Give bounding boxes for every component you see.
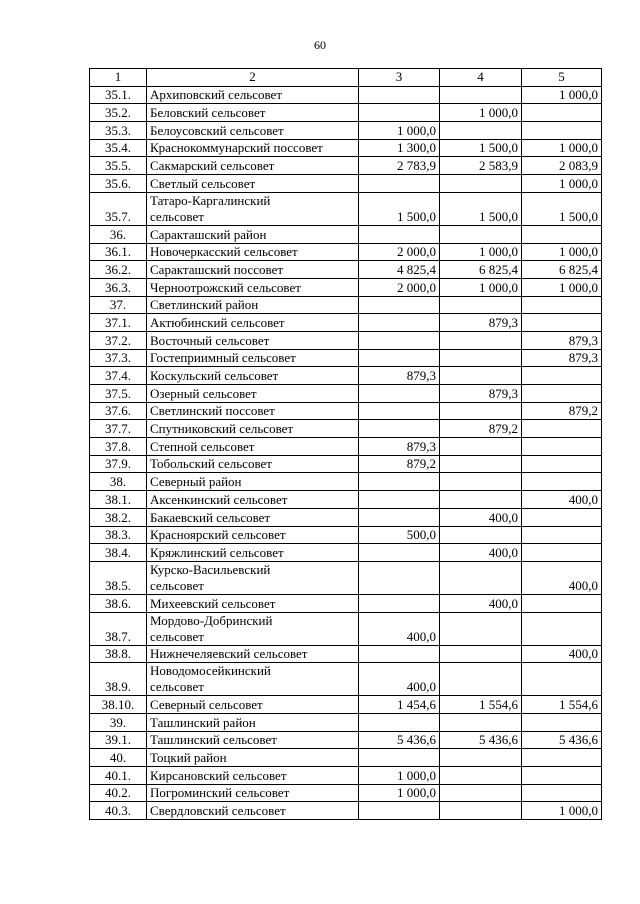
value-cell: 1 300,0 bbox=[359, 139, 440, 157]
value-cell bbox=[440, 296, 522, 314]
table-row bbox=[90, 261, 602, 279]
table-row bbox=[90, 696, 602, 714]
table-row bbox=[90, 225, 602, 243]
value-cell: 400,0 bbox=[522, 645, 602, 663]
value-cell: 1 500,0 bbox=[522, 192, 602, 225]
row-number: 37.6. bbox=[90, 402, 147, 420]
value-cell bbox=[359, 473, 440, 491]
value-cell bbox=[359, 713, 440, 731]
allocation-table bbox=[89, 68, 602, 820]
value-cell: 2 083,9 bbox=[522, 157, 602, 175]
municipality-name: Татаро-Каргалинский сельсовет bbox=[147, 192, 359, 225]
row-number: 40.1. bbox=[90, 767, 147, 785]
value-cell bbox=[440, 225, 522, 243]
value-cell bbox=[522, 122, 602, 140]
table-row bbox=[90, 663, 602, 696]
value-cell bbox=[440, 767, 522, 785]
municipality-name: Бакаевский сельсовет bbox=[147, 508, 359, 526]
value-cell bbox=[522, 784, 602, 802]
value-cell bbox=[359, 314, 440, 332]
row-number: 35.1. bbox=[90, 86, 147, 104]
municipality-name: Северный район bbox=[147, 473, 359, 491]
table-row bbox=[90, 349, 602, 367]
row-number: 37. bbox=[90, 296, 147, 314]
value-cell: 879,3 bbox=[440, 314, 522, 332]
value-cell bbox=[522, 663, 602, 696]
row-number: 36.1. bbox=[90, 243, 147, 261]
value-cell: 5 436,6 bbox=[359, 731, 440, 749]
value-cell bbox=[440, 491, 522, 509]
table-row bbox=[90, 420, 602, 438]
value-cell bbox=[522, 767, 602, 785]
value-cell bbox=[440, 612, 522, 645]
table-row bbox=[90, 544, 602, 562]
value-cell bbox=[522, 314, 602, 332]
value-cell bbox=[440, 713, 522, 731]
value-cell bbox=[440, 122, 522, 140]
value-cell bbox=[522, 713, 602, 731]
value-cell: 2 000,0 bbox=[359, 278, 440, 296]
value-cell bbox=[522, 455, 602, 473]
row-number: 40.3. bbox=[90, 802, 147, 820]
value-cell bbox=[359, 402, 440, 420]
table-row bbox=[90, 508, 602, 526]
municipality-name: Степной сельсовет bbox=[147, 438, 359, 456]
table-row bbox=[90, 473, 602, 491]
table-row bbox=[90, 594, 602, 612]
table-row bbox=[90, 243, 602, 261]
value-cell: 1 000,0 bbox=[440, 243, 522, 261]
row-number: 36. bbox=[90, 225, 147, 243]
value-cell bbox=[522, 526, 602, 544]
table-row bbox=[90, 802, 602, 820]
value-cell bbox=[359, 331, 440, 349]
value-cell: 879,3 bbox=[522, 331, 602, 349]
value-cell bbox=[440, 802, 522, 820]
municipality-name: Коскульский сельсовет bbox=[147, 367, 359, 385]
municipality-name: Восточный сельсовет bbox=[147, 331, 359, 349]
row-number: 38.9. bbox=[90, 663, 147, 696]
value-cell bbox=[440, 749, 522, 767]
value-cell: 400,0 bbox=[440, 594, 522, 612]
value-cell bbox=[359, 491, 440, 509]
row-number: 36.3. bbox=[90, 278, 147, 296]
value-cell bbox=[440, 455, 522, 473]
row-number: 37.3. bbox=[90, 349, 147, 367]
table-row bbox=[90, 784, 602, 802]
value-cell bbox=[522, 438, 602, 456]
value-cell bbox=[440, 526, 522, 544]
value-cell: 1 000,0 bbox=[522, 175, 602, 193]
value-cell bbox=[522, 594, 602, 612]
table-row bbox=[90, 296, 602, 314]
value-cell: 400,0 bbox=[440, 544, 522, 562]
value-cell bbox=[359, 225, 440, 243]
column-header: 4 bbox=[440, 69, 522, 87]
value-cell bbox=[359, 594, 440, 612]
value-cell bbox=[522, 420, 602, 438]
row-number: 40.2. bbox=[90, 784, 147, 802]
municipality-name: Саракташский поссовет bbox=[147, 261, 359, 279]
value-cell: 879,3 bbox=[359, 367, 440, 385]
value-cell bbox=[440, 367, 522, 385]
value-cell bbox=[359, 749, 440, 767]
table-row bbox=[90, 713, 602, 731]
value-cell: 1 500,0 bbox=[440, 139, 522, 157]
row-number: 35.7. bbox=[90, 192, 147, 225]
municipality-name: Кряжлинский сельсовет bbox=[147, 544, 359, 562]
table-row bbox=[90, 192, 602, 225]
table-row bbox=[90, 612, 602, 645]
value-cell bbox=[359, 645, 440, 663]
value-cell: 400,0 bbox=[522, 561, 602, 594]
value-cell bbox=[359, 296, 440, 314]
value-cell bbox=[359, 420, 440, 438]
value-cell bbox=[359, 508, 440, 526]
table-row bbox=[90, 314, 602, 332]
municipality-name: Михеевский сельсовет bbox=[147, 594, 359, 612]
municipality-name: Светлинский район bbox=[147, 296, 359, 314]
table-row bbox=[90, 139, 602, 157]
municipality-name: Краснокоммунарский поссовет bbox=[147, 139, 359, 157]
column-header: 1 bbox=[90, 69, 147, 87]
value-cell: 2 783,9 bbox=[359, 157, 440, 175]
row-number: 39. bbox=[90, 713, 147, 731]
value-cell bbox=[522, 104, 602, 122]
value-cell: 1 554,6 bbox=[440, 696, 522, 714]
value-cell bbox=[440, 438, 522, 456]
value-cell bbox=[440, 473, 522, 491]
value-cell: 2 583,9 bbox=[440, 157, 522, 175]
value-cell: 2 000,0 bbox=[359, 243, 440, 261]
table-row bbox=[90, 731, 602, 749]
table-row bbox=[90, 438, 602, 456]
municipality-name: Светлинский поссовет bbox=[147, 402, 359, 420]
value-cell bbox=[359, 385, 440, 403]
row-number: 35.5. bbox=[90, 157, 147, 175]
value-cell bbox=[359, 544, 440, 562]
municipality-name: Саракташский район bbox=[147, 225, 359, 243]
municipality-name: Кирсановский сельсовет bbox=[147, 767, 359, 785]
row-number: 37.9. bbox=[90, 455, 147, 473]
table-row bbox=[90, 645, 602, 663]
municipality-name: Нижнечеляевский сельсовет bbox=[147, 645, 359, 663]
row-number: 37.5. bbox=[90, 385, 147, 403]
row-number: 38.4. bbox=[90, 544, 147, 562]
municipality-name: Мордово-Добринский сельсовет bbox=[147, 612, 359, 645]
value-cell: 4 825,4 bbox=[359, 261, 440, 279]
value-cell bbox=[522, 508, 602, 526]
table-row bbox=[90, 385, 602, 403]
value-cell: 6 825,4 bbox=[440, 261, 522, 279]
value-cell bbox=[359, 349, 440, 367]
column-header: 2 bbox=[147, 69, 359, 87]
value-cell bbox=[440, 86, 522, 104]
municipality-name: Погроминский сельсовет bbox=[147, 784, 359, 802]
municipality-name: Черноотрожский сельсовет bbox=[147, 278, 359, 296]
table-row bbox=[90, 331, 602, 349]
table-row bbox=[90, 175, 602, 193]
value-cell: 1 000,0 bbox=[522, 86, 602, 104]
value-cell bbox=[359, 86, 440, 104]
table-body bbox=[90, 86, 602, 819]
municipality-name: Курско-Васильевский сельсовет bbox=[147, 561, 359, 594]
value-cell: 5 436,6 bbox=[440, 731, 522, 749]
value-cell: 1 000,0 bbox=[522, 243, 602, 261]
row-number: 37.4. bbox=[90, 367, 147, 385]
table-header-row bbox=[90, 69, 602, 87]
value-cell: 400,0 bbox=[359, 612, 440, 645]
value-cell: 1 500,0 bbox=[440, 192, 522, 225]
table-row bbox=[90, 561, 602, 594]
row-number: 38.6. bbox=[90, 594, 147, 612]
row-number: 38.5. bbox=[90, 561, 147, 594]
value-cell bbox=[522, 544, 602, 562]
page-number: 60 bbox=[314, 38, 326, 52]
value-cell bbox=[440, 175, 522, 193]
value-cell bbox=[359, 104, 440, 122]
row-number: 38.7. bbox=[90, 612, 147, 645]
row-number: 38.8. bbox=[90, 645, 147, 663]
value-cell bbox=[440, 331, 522, 349]
value-cell bbox=[359, 175, 440, 193]
value-cell bbox=[440, 663, 522, 696]
municipality-name: Беловский сельсовет bbox=[147, 104, 359, 122]
value-cell bbox=[359, 802, 440, 820]
table-row bbox=[90, 157, 602, 175]
value-cell: 1 000,0 bbox=[440, 104, 522, 122]
municipality-name: Ташлинский сельсовет bbox=[147, 731, 359, 749]
value-cell: 879,2 bbox=[522, 402, 602, 420]
municipality-name: Тоцкий район bbox=[147, 749, 359, 767]
value-cell: 1 000,0 bbox=[359, 784, 440, 802]
row-number: 36.2. bbox=[90, 261, 147, 279]
row-number: 38.2. bbox=[90, 508, 147, 526]
value-cell: 1 000,0 bbox=[359, 767, 440, 785]
municipality-name: Актюбинский сельсовет bbox=[147, 314, 359, 332]
row-number: 35.6. bbox=[90, 175, 147, 193]
row-number: 39.1. bbox=[90, 731, 147, 749]
value-cell: 879,2 bbox=[440, 420, 522, 438]
value-cell bbox=[522, 385, 602, 403]
value-cell bbox=[522, 473, 602, 491]
value-cell: 879,3 bbox=[359, 438, 440, 456]
value-cell: 500,0 bbox=[359, 526, 440, 544]
table-row bbox=[90, 491, 602, 509]
row-number: 37.8. bbox=[90, 438, 147, 456]
table-row bbox=[90, 86, 602, 104]
value-cell bbox=[359, 561, 440, 594]
municipality-name: Гостеприимный сельсовет bbox=[147, 349, 359, 367]
municipality-name: Ташлинский район bbox=[147, 713, 359, 731]
row-number: 40. bbox=[90, 749, 147, 767]
municipality-name: Спутниковский сельсовет bbox=[147, 420, 359, 438]
value-cell: 879,3 bbox=[522, 349, 602, 367]
municipality-name: Северный сельсовет bbox=[147, 696, 359, 714]
table-row bbox=[90, 455, 602, 473]
column-header: 5 bbox=[522, 69, 602, 87]
municipality-name: Красноярский сельсовет bbox=[147, 526, 359, 544]
municipality-name: Озерный сельсовет bbox=[147, 385, 359, 403]
value-cell bbox=[522, 749, 602, 767]
value-cell: 1 000,0 bbox=[440, 278, 522, 296]
table-row bbox=[90, 526, 602, 544]
value-cell: 879,2 bbox=[359, 455, 440, 473]
municipality-name: Новодомосейкинский сельсовет bbox=[147, 663, 359, 696]
row-number: 38.1. bbox=[90, 491, 147, 509]
value-cell: 879,3 bbox=[440, 385, 522, 403]
value-cell bbox=[440, 349, 522, 367]
table-row bbox=[90, 402, 602, 420]
value-cell: 400,0 bbox=[359, 663, 440, 696]
value-cell: 5 436,6 bbox=[522, 731, 602, 749]
row-number: 35.2. bbox=[90, 104, 147, 122]
row-number: 38.10. bbox=[90, 696, 147, 714]
municipality-name: Тобольский сельсовет bbox=[147, 455, 359, 473]
value-cell bbox=[440, 784, 522, 802]
value-cell bbox=[440, 402, 522, 420]
value-cell: 1 500,0 bbox=[359, 192, 440, 225]
municipality-name: Сакмарский сельсовет bbox=[147, 157, 359, 175]
value-cell bbox=[522, 367, 602, 385]
value-cell: 1 000,0 bbox=[522, 139, 602, 157]
table-row bbox=[90, 767, 602, 785]
value-cell: 1 554,6 bbox=[522, 696, 602, 714]
value-cell: 6 825,4 bbox=[522, 261, 602, 279]
value-cell: 1 454,6 bbox=[359, 696, 440, 714]
value-cell bbox=[440, 561, 522, 594]
table-row bbox=[90, 278, 602, 296]
value-cell bbox=[522, 296, 602, 314]
value-cell: 1 000,0 bbox=[522, 802, 602, 820]
municipality-name: Новочеркасский сельсовет bbox=[147, 243, 359, 261]
row-number: 37.7. bbox=[90, 420, 147, 438]
table-row bbox=[90, 104, 602, 122]
municipality-name: Белоусовский сельсовет bbox=[147, 122, 359, 140]
table-row bbox=[90, 122, 602, 140]
column-header: 3 bbox=[359, 69, 440, 87]
row-number: 35.4. bbox=[90, 139, 147, 157]
row-number: 38.3. bbox=[90, 526, 147, 544]
municipality-name: Аксенкинский сельсовет bbox=[147, 491, 359, 509]
row-number: 35.3. bbox=[90, 122, 147, 140]
row-number: 37.2. bbox=[90, 331, 147, 349]
value-cell bbox=[522, 612, 602, 645]
table-row bbox=[90, 367, 602, 385]
row-number: 37.1. bbox=[90, 314, 147, 332]
row-number: 38. bbox=[90, 473, 147, 491]
value-cell: 400,0 bbox=[440, 508, 522, 526]
municipality-name: Свердловский сельсовет bbox=[147, 802, 359, 820]
value-cell: 400,0 bbox=[522, 491, 602, 509]
value-cell: 1 000,0 bbox=[359, 122, 440, 140]
value-cell bbox=[522, 225, 602, 243]
municipality-name: Светлый сельсовет bbox=[147, 175, 359, 193]
value-cell bbox=[440, 645, 522, 663]
municipality-name: Архиповский сельсовет bbox=[147, 86, 359, 104]
value-cell: 1 000,0 bbox=[522, 278, 602, 296]
table-row bbox=[90, 749, 602, 767]
